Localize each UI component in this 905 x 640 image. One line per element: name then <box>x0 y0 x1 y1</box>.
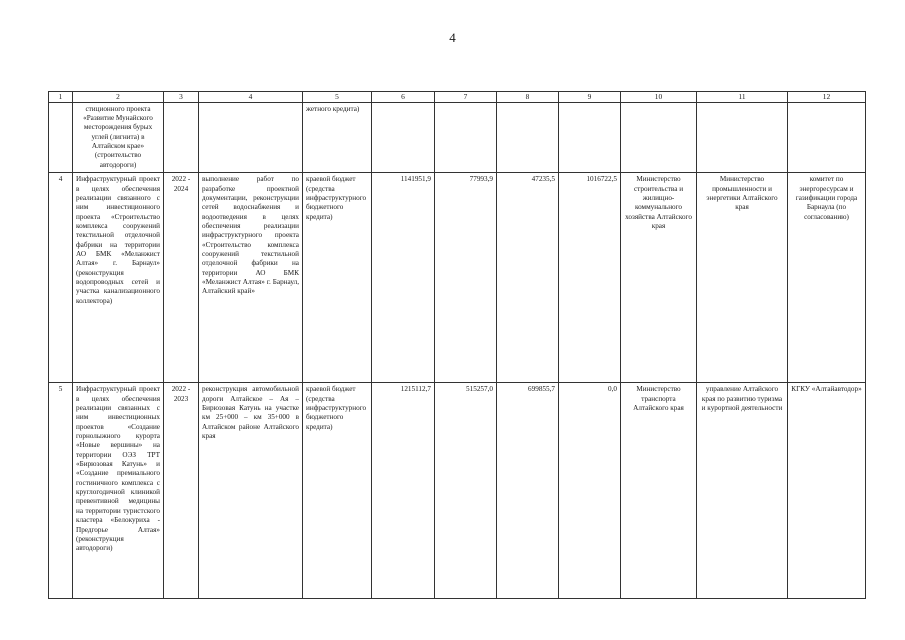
amount-2022: 77993,9 <box>435 173 497 383</box>
work-description: выполнение работ по разработке проектной документации, реконструкции сетей водоснабжения и водоотведения в целях обеспечения реализации инфраструктурного проекта «Строительство комплекса сооружений текстильной отделочной фабрики на территории АО БМК «Меланжист Алтая» г. Барнаул, Алтайский край» <box>199 173 303 383</box>
column-header: 2 <box>73 92 164 103</box>
column-header-row <box>49 92 866 103</box>
row-number: 5 <box>49 383 73 599</box>
amount-2022 <box>435 102 497 173</box>
amount-2024: 0,0 <box>559 383 621 599</box>
amount-2024 <box>559 102 621 173</box>
project-name: Инфраструктурный проект в целях обеспечения реализации связанного с ним инвестиционного проекта «Строительство комплекса сооружений текстильной отделочной фабрики на территории АО БМК «Меланжист Алтая» г. Барнаул» (реконструкция водопроводных сетей и участка канализационного коллектора) <box>73 173 164 383</box>
project-period <box>164 102 199 173</box>
column-header: 1 <box>49 92 73 103</box>
amount-2022: 515257,0 <box>435 383 497 599</box>
column-header: 8 <box>497 92 559 103</box>
project-period: 2022 - 2023 <box>164 383 199 599</box>
project-period: 2022 - 2024 <box>164 173 199 383</box>
row-number: 4 <box>49 173 73 383</box>
work-description <box>199 102 303 173</box>
funding-source: краевой бюджет (средства инфраструктурного бюджетного кредита) <box>303 383 372 599</box>
column-header: 7 <box>435 92 497 103</box>
participant <box>788 102 866 173</box>
table-row <box>49 102 866 173</box>
project-name: Инфраструктурный проект в целях обеспечения реализации связанных с ним инвестиционных проектов «Создание горнолыжного курорта «Новые вершины» на территории ОЭЗ ТРТ «Бирюзовая Катунь» и «Создание премиального гостиничного комплекса с круглогодичной клиникой превентивной медицины на территории туристского кластера «Белокуриха - Предгорье Алтая» (реконструкция автодороги) <box>73 383 164 599</box>
amount-2023 <box>497 102 559 173</box>
table-row <box>49 173 866 383</box>
column-header: 11 <box>697 92 788 103</box>
page-number: 4 <box>449 30 456 45</box>
amount-2023: 47235,5 <box>497 173 559 383</box>
participant: КГКУ «Алтайавтодор» <box>788 383 866 599</box>
co-executor: управление Алтайского края по развитию туризма и курортной деятельности <box>697 383 788 599</box>
column-header: 9 <box>559 92 621 103</box>
amount-total: 1141951,9 <box>372 173 435 383</box>
funding-source: краевой бюджет (средства инфраструктурного бюджетного кредита) <box>303 173 372 383</box>
work-description: реконструкция автомобильной дороги Алтайское – Ая – Бирюзовая Катунь на участке км 25+000 – км 35+000 в Алтайском районе Алтайского края <box>199 383 303 599</box>
column-header: 12 <box>788 92 866 103</box>
table-row <box>49 383 866 599</box>
project-name: стиционного проекта «Развитие Мунайского месторождения бурых углей (лигнита) в Алтайском крае» (строительство автодороги) <box>73 102 164 173</box>
column-header: 6 <box>372 92 435 103</box>
column-header: 5 <box>303 92 372 103</box>
responsible-executor: Министерство транспорта Алтайского края <box>621 383 697 599</box>
participant: комитет по энергоресурсам и газификации города Барнаула (по согласованию) <box>788 173 866 383</box>
amount-2024: 1016722,5 <box>559 173 621 383</box>
responsible-executor: Министерство строительства и жилищно-коммунального хозяйства Алтайского края <box>621 173 697 383</box>
column-header: 10 <box>621 92 697 103</box>
co-executor <box>697 102 788 173</box>
amount-2023: 699855,7 <box>497 383 559 599</box>
column-header: 4 <box>199 92 303 103</box>
responsible-executor <box>621 102 697 173</box>
amount-total: 1215112,7 <box>372 383 435 599</box>
program-table <box>48 91 866 599</box>
funding-source: жетного кредита) <box>303 102 372 173</box>
amount-total <box>372 102 435 173</box>
column-header: 3 <box>164 92 199 103</box>
co-executor: Министерство промышленности и энергетики Алтайского края <box>697 173 788 383</box>
row-number <box>49 102 73 173</box>
